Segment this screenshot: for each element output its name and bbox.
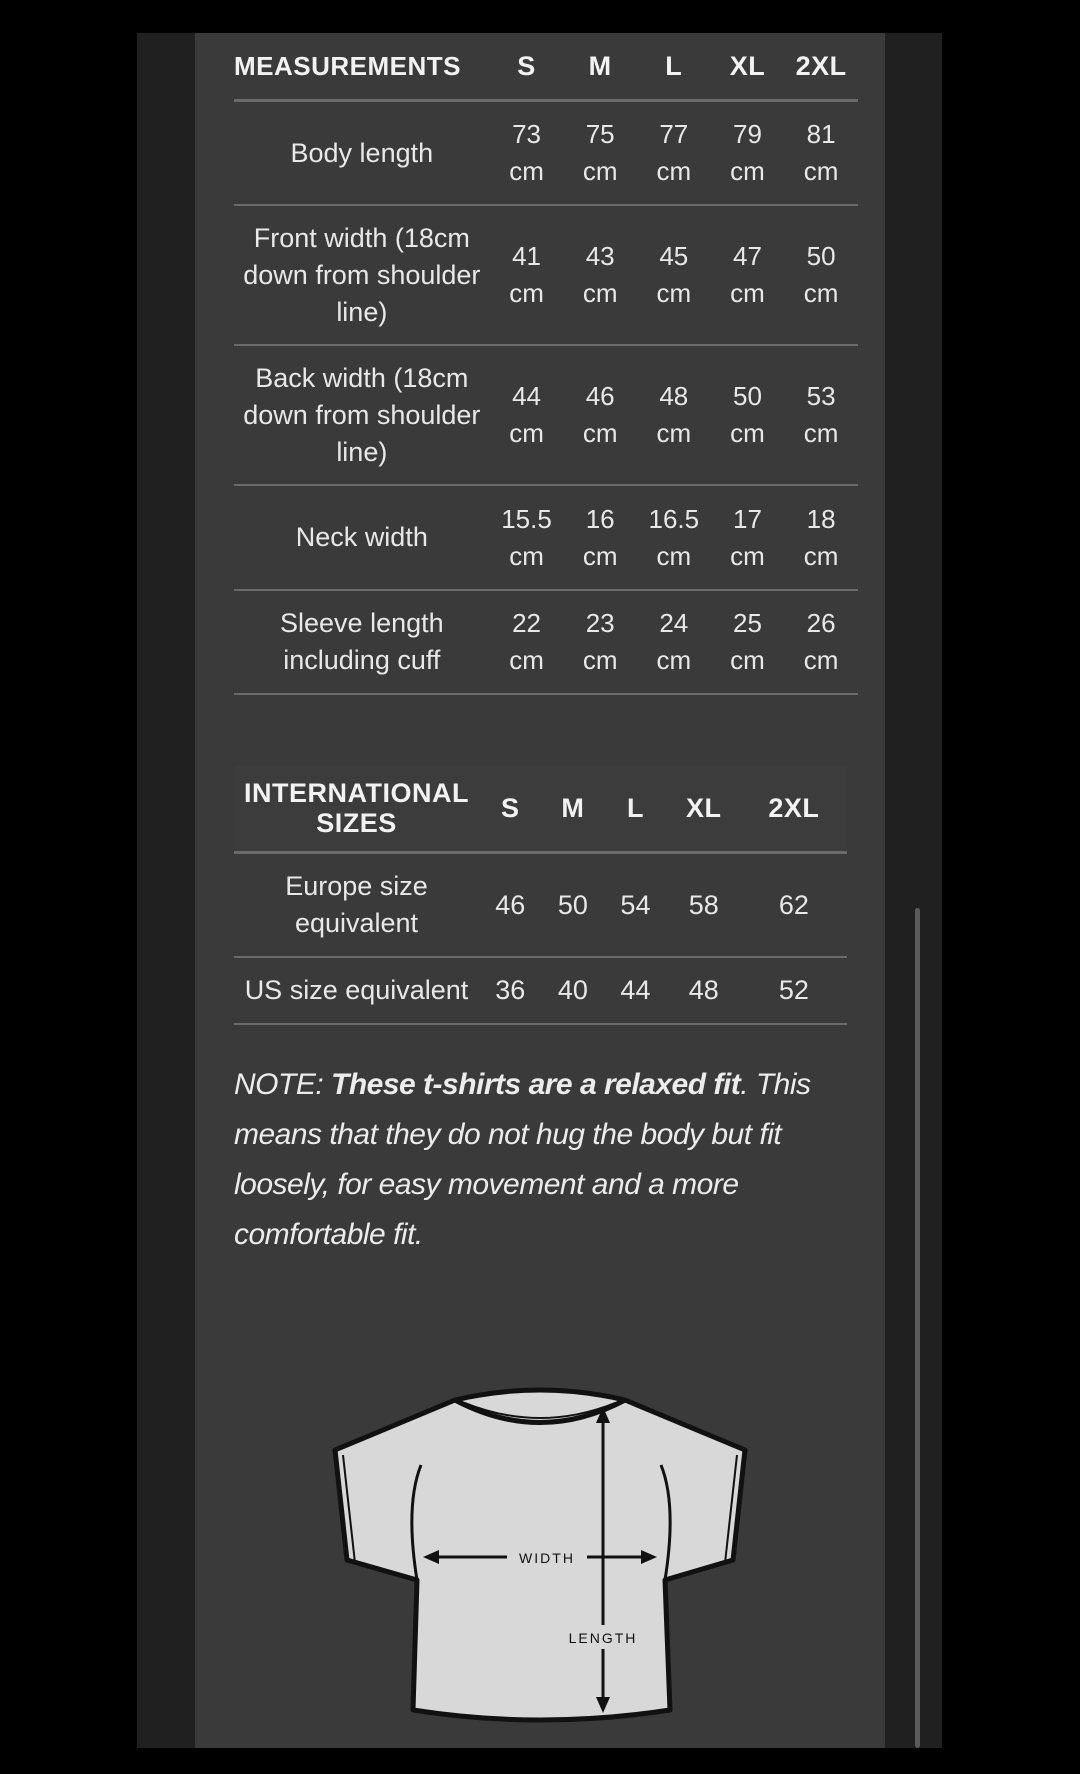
cell-value: 16 cm xyxy=(582,503,618,571)
cell-value: 46 xyxy=(495,889,526,920)
cell-value: 25 cm xyxy=(730,608,765,675)
size-header: M xyxy=(561,792,585,823)
cell-value: 26 cm xyxy=(803,608,839,675)
cell-value: 54 xyxy=(620,889,651,920)
size-header: L xyxy=(626,792,644,823)
cell-value: 79 cm xyxy=(730,119,765,186)
cell-value: 46 cm xyxy=(582,381,618,448)
cell-value: 52 xyxy=(778,975,809,1005)
cell-value: 53 cm xyxy=(803,381,839,448)
cell-value: 22 cm xyxy=(509,608,544,675)
measurements-heading: MEASUREMENTS xyxy=(234,50,462,81)
table-row xyxy=(234,205,858,345)
size-header: S xyxy=(501,792,520,823)
length-label: LENGTH xyxy=(568,1630,638,1646)
measurements-table xyxy=(234,33,858,695)
cell-value: 50 cm xyxy=(803,241,839,308)
cell-value: 18 cm xyxy=(803,503,839,571)
fit-note xyxy=(234,1060,854,1260)
width-label: WIDTH xyxy=(519,1550,575,1566)
row-label: Sleeve length including cuff xyxy=(280,608,444,675)
cell-value: 62 xyxy=(778,889,809,920)
row-label: Body length xyxy=(290,137,434,168)
table-row xyxy=(234,485,858,590)
row-label: Front width (18cm down from shoulder line) xyxy=(243,222,481,327)
row-label: Neck width xyxy=(295,522,428,552)
cell-value: 75 cm xyxy=(582,119,618,186)
cell-value: 41 cm xyxy=(509,241,544,308)
international-heading: INTERNATIONAL SIZES xyxy=(244,778,469,838)
cell-value: 44 cm xyxy=(509,381,544,448)
table-row xyxy=(234,590,858,694)
size-header: XL xyxy=(685,792,722,823)
size-header: L xyxy=(665,50,683,81)
cell-value: 50 cm xyxy=(730,381,765,448)
note-prefix: NOTE: xyxy=(234,1068,332,1101)
table-row xyxy=(234,853,847,958)
cell-value: 43 cm xyxy=(582,241,618,308)
size-header: 2XL xyxy=(768,792,820,823)
measurements-header-row xyxy=(234,33,858,101)
cell-value: 15.5 cm xyxy=(501,503,552,571)
row-label: Back width (18cm down from shoulder line) xyxy=(243,362,481,467)
cell-value: 17 cm xyxy=(730,503,765,571)
table-row xyxy=(234,101,858,206)
cell-value: 50 xyxy=(557,889,588,920)
size-header: S xyxy=(517,50,536,81)
note-emphasis: These t-shirts are a relaxed fit xyxy=(331,1068,741,1101)
cell-value: 24 cm xyxy=(656,608,692,675)
cell-value: 48 cm xyxy=(656,381,692,448)
cell-value: 45 cm xyxy=(656,241,692,308)
size-header: XL xyxy=(729,50,766,81)
note-text: . This means that they do not hug the body but fit loosely, for easy movement and a more comfortable fit. xyxy=(234,1068,811,1251)
cell-value: 47 cm xyxy=(730,241,765,308)
cell-value: 40 xyxy=(557,975,588,1005)
cell-value: 16.5 cm xyxy=(648,503,700,571)
cell-value: 23 cm xyxy=(582,608,618,675)
cell-value: 77 cm xyxy=(656,119,692,186)
size-header: M xyxy=(588,50,612,81)
table-row xyxy=(234,345,858,485)
cell-value: 48 xyxy=(688,975,719,1005)
row-label: Europe size equivalent xyxy=(285,871,428,938)
international-sizes-table xyxy=(234,765,847,1025)
cell-value: 44 xyxy=(620,975,651,1005)
size-guide xyxy=(234,33,864,1260)
cell-value: 58 xyxy=(688,889,719,920)
cell-value: 36 xyxy=(495,975,526,1005)
tshirt-measurement-diagram xyxy=(325,1385,755,1725)
table-row xyxy=(234,957,847,1024)
scrollbar[interactable] xyxy=(915,908,920,1748)
cell-value: 81 cm xyxy=(803,119,839,186)
row-label: US size equivalent xyxy=(244,975,469,1005)
size-header: 2XL xyxy=(795,50,847,81)
cell-value: 73 cm xyxy=(509,119,544,186)
international-header-row xyxy=(234,765,847,853)
